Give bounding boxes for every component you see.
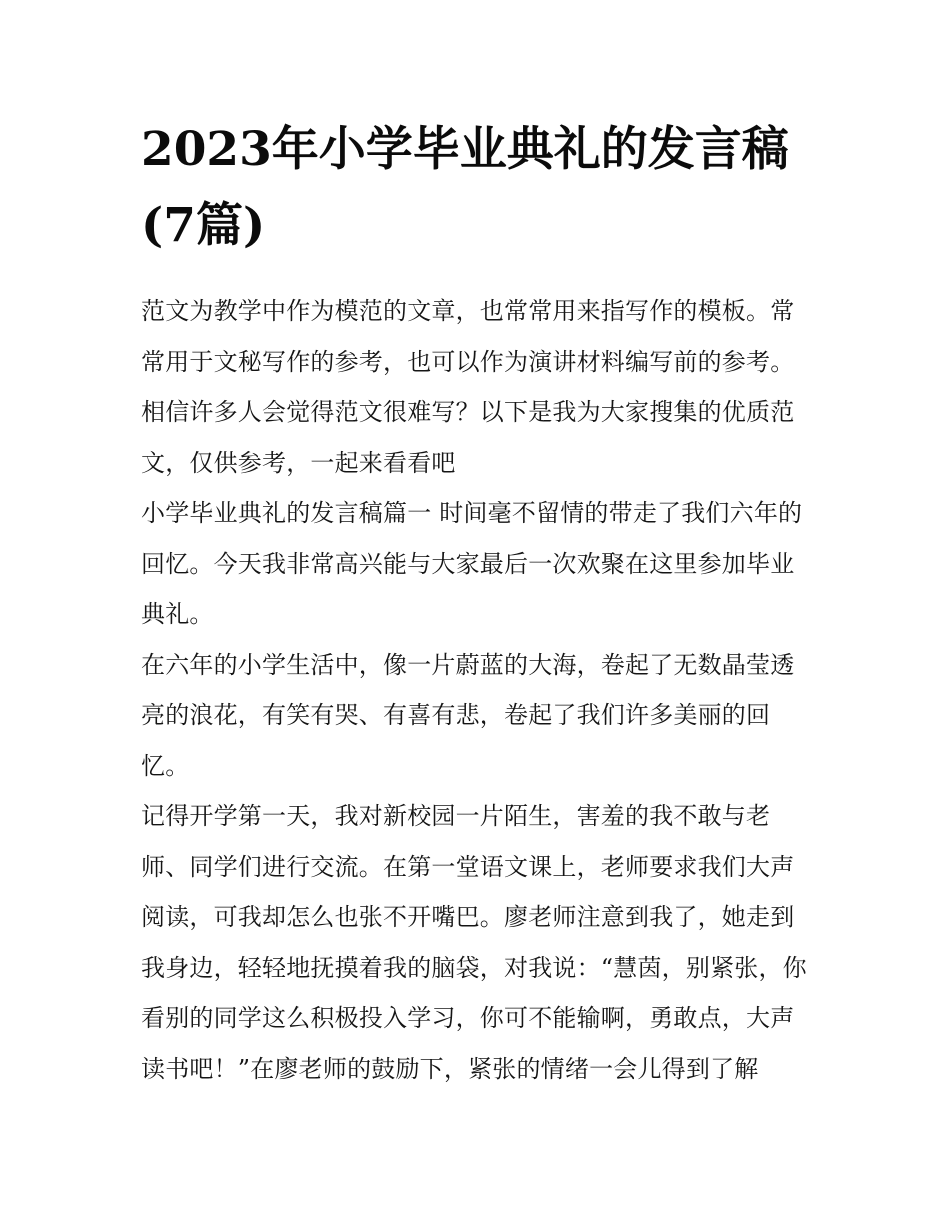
- speech-paragraph-3: 记得开学第一天，我对新校园一片陌生，害羞的我不敢与老师、同学们进行交流。在第一堂语文课上，老师要求我们大声阅读，可我却怎么也张不开嘴巴。廖老师注意到我了，她走到我身边，轻轻地抚摸着我的脑袋，对我说：“慧茵，别紧张，你看别的同学这么积极投入学习，你可不能输啊，勇敢点，大声读书吧！”在廖老师的鼓励下，紧张的情绪一会儿得到了解: [141, 802, 807, 1083]
- speech-paragraph-1: 小学毕业典礼的发言稿篇一 时间毫不留情的带走了我们六年的回忆。今天我非常高兴能与大家最后一次欢聚在这里参加毕业典礼。: [141, 499, 803, 628]
- intro-paragraph: 范文为教学中作为模范的文章，也常常用来指写作的模板。常常用于文秘写作的参考，也可以作为演讲材料编写前的参考。相信许多人会觉得范文很难写？以下是我为大家搜集的优质范文，仅供参考，一起来看看吧: [141, 297, 795, 477]
- document-title: 2023年小学毕业典礼的发言稿(7篇): [141, 122, 789, 253]
- speech-paragraph-2: 在六年的小学生活中，像一片蔚蓝的大海，卷起了无数晶莹透亮的浪花，有笑有哭、有喜有悲，卷起了我们许多美丽的回忆。: [141, 650, 795, 780]
- document-content: [141, 112, 816, 1094]
